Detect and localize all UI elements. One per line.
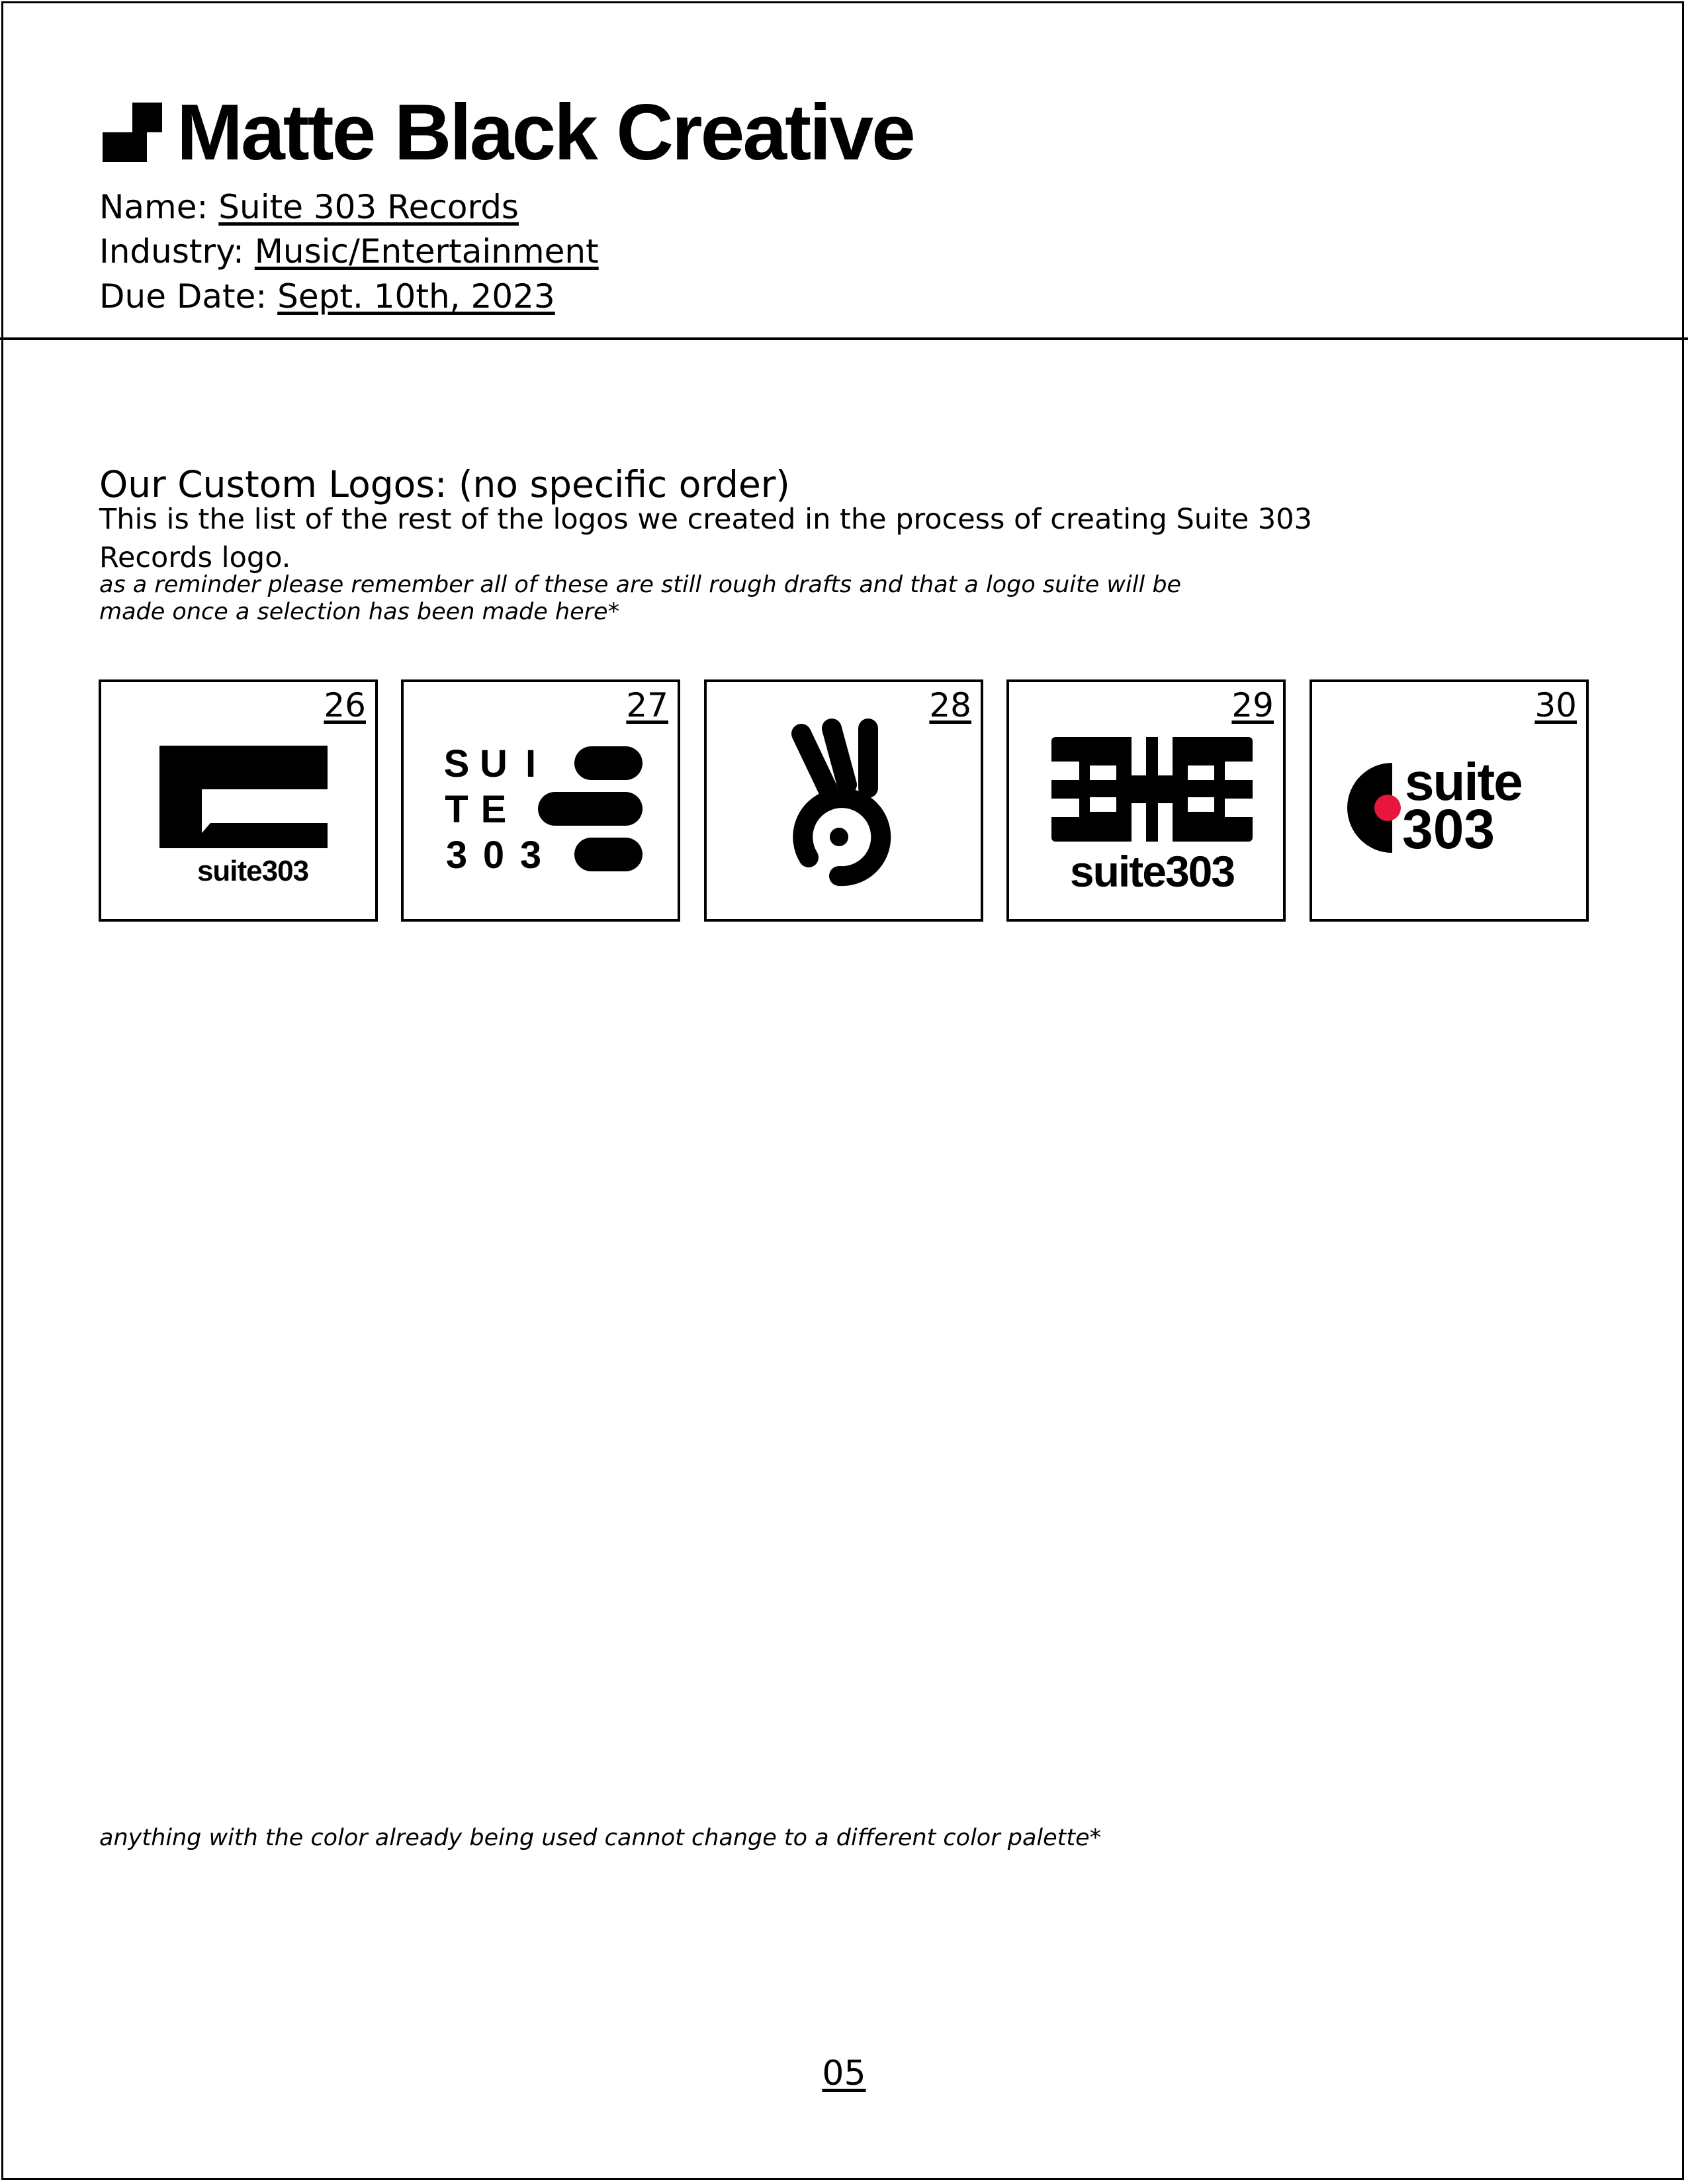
vinyl-record-logo-icon (1312, 682, 1586, 919)
logo-wordmark-bottom: 303 (1402, 798, 1495, 860)
logo-card-30 (1310, 679, 1589, 922)
logo-number: 28 (929, 686, 971, 724)
header-divider (0, 337, 1688, 340)
logo-letter: U (480, 742, 508, 785)
logo-number: 27 (626, 686, 668, 724)
bracket-block-logo-icon (101, 682, 375, 919)
brand-name: Matte Black Creative (177, 88, 914, 177)
section-note: as a reminder please remember all of these are still rough drafts and that a logo suite will be made once a selection has been made here* (99, 572, 1182, 625)
three-fingers-hand-logo-icon (707, 682, 981, 919)
logo-letter: I (525, 742, 537, 785)
due-date-label: Due Date: (99, 277, 267, 316)
logo-card-27 (401, 679, 680, 922)
pixel-303-logo-icon (1009, 682, 1283, 919)
logo-number: 26 (324, 686, 366, 724)
section-title: Our Custom Logos: (no specific order) (99, 463, 790, 505)
logo-card-28 (704, 679, 983, 922)
color-footnote: anything with the color already being used cannot change to a different color palette* (99, 1825, 1102, 1851)
logo-number: 29 (1231, 686, 1274, 724)
logo-wordmark-top: suite (1405, 752, 1522, 811)
due-date-row (99, 277, 555, 316)
logo-letter: 3 (519, 834, 542, 877)
page-number (0, 2054, 1688, 2093)
stacked-letters-pill-logo-icon (404, 682, 678, 919)
matte-black-pixel-mark-icon (103, 103, 162, 162)
logo-wordmark: suite303 (1069, 847, 1235, 896)
industry-row (99, 232, 599, 271)
industry-value: Music/Entertainment (254, 232, 599, 271)
logo-number: 30 (1534, 686, 1577, 724)
page-frame (1, 1, 1684, 2180)
logo-letter: S (443, 742, 470, 785)
client-name-row (99, 188, 519, 226)
logo-letter: E (480, 788, 507, 831)
logo-wordmark: suite303 (197, 855, 309, 887)
logo-letter: 3 (445, 834, 468, 877)
section-description: This is the list of the rest of the logos we created in the process of creating Suite 303 Records logo. (99, 503, 1313, 574)
brand-header (103, 88, 914, 177)
page-number-value: 05 (822, 2054, 866, 2093)
client-name-label: Name: (99, 188, 208, 226)
client-name-value: Suite 303 Records (218, 188, 519, 226)
logo-card-29 (1006, 679, 1286, 922)
logo-card-26 (99, 679, 378, 922)
industry-label: Industry: (99, 232, 244, 271)
logo-letter: T (445, 788, 468, 831)
due-date-value: Sept. 10th, 2023 (277, 277, 555, 316)
logo-letter: 0 (482, 834, 505, 877)
